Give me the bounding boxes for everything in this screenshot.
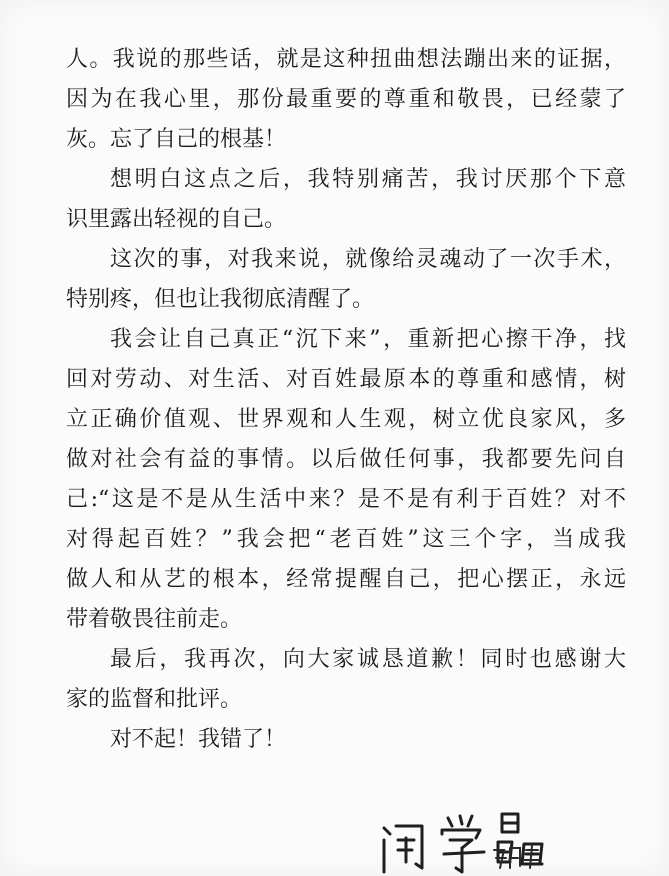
letter-line: 回对劳动、对生活、对百姓最原本的尊重和感情，树	[66, 367, 626, 392]
letter-line: 灰。忘了自己的根基！	[66, 127, 287, 152]
letter-line: 想明白这点之后，我特别痛苦，我讨厌那个下意	[110, 167, 626, 192]
letter-line: 这次的事，对我来说，就像给灵魂动了一次手术，	[110, 247, 626, 272]
letter-line: 做对社会有益的事情。以后做任何事，我都要先问自	[66, 447, 626, 472]
letter-line: 做人和从艺的根本，经常提醒自己，把心摆正，永远	[66, 567, 626, 592]
letter-line: 立正确价值观、世界观和人生观，树立优良家风，多	[66, 407, 626, 432]
letter-line: 对不起！我错了！	[110, 727, 287, 752]
letter-line: 己:“这是不是从生活中来？是不是有利于百姓？对不	[66, 487, 626, 512]
watermark-mark	[490, 842, 542, 872]
letter-line: 人。我说的那些话，就是这种扭曲想法蹦出来的证据，	[66, 47, 626, 72]
letter-line: 因为在我心里，那份最重要的尊重和敬畏，已经蒙了	[66, 87, 626, 112]
letter-line: 对得起百姓？”我会把“老百姓”这三个字，当成我	[66, 527, 626, 552]
letter-line: 识里露出轻视的自己。	[66, 207, 287, 232]
letter-line: 带着敬畏往前走。	[66, 607, 243, 632]
letter-body	[66, 40, 626, 760]
letter-line: 特别疼，但也让我彻底清醒了。	[66, 287, 375, 312]
letter-line: 最后，我再次，向大家诚恳道歉！同时也感谢大	[110, 647, 626, 672]
letter-line: 家的监督和批评。	[66, 687, 243, 712]
letter-line: 我会让自己真正“沉下来”，重新把心擦干净，找	[110, 327, 626, 352]
